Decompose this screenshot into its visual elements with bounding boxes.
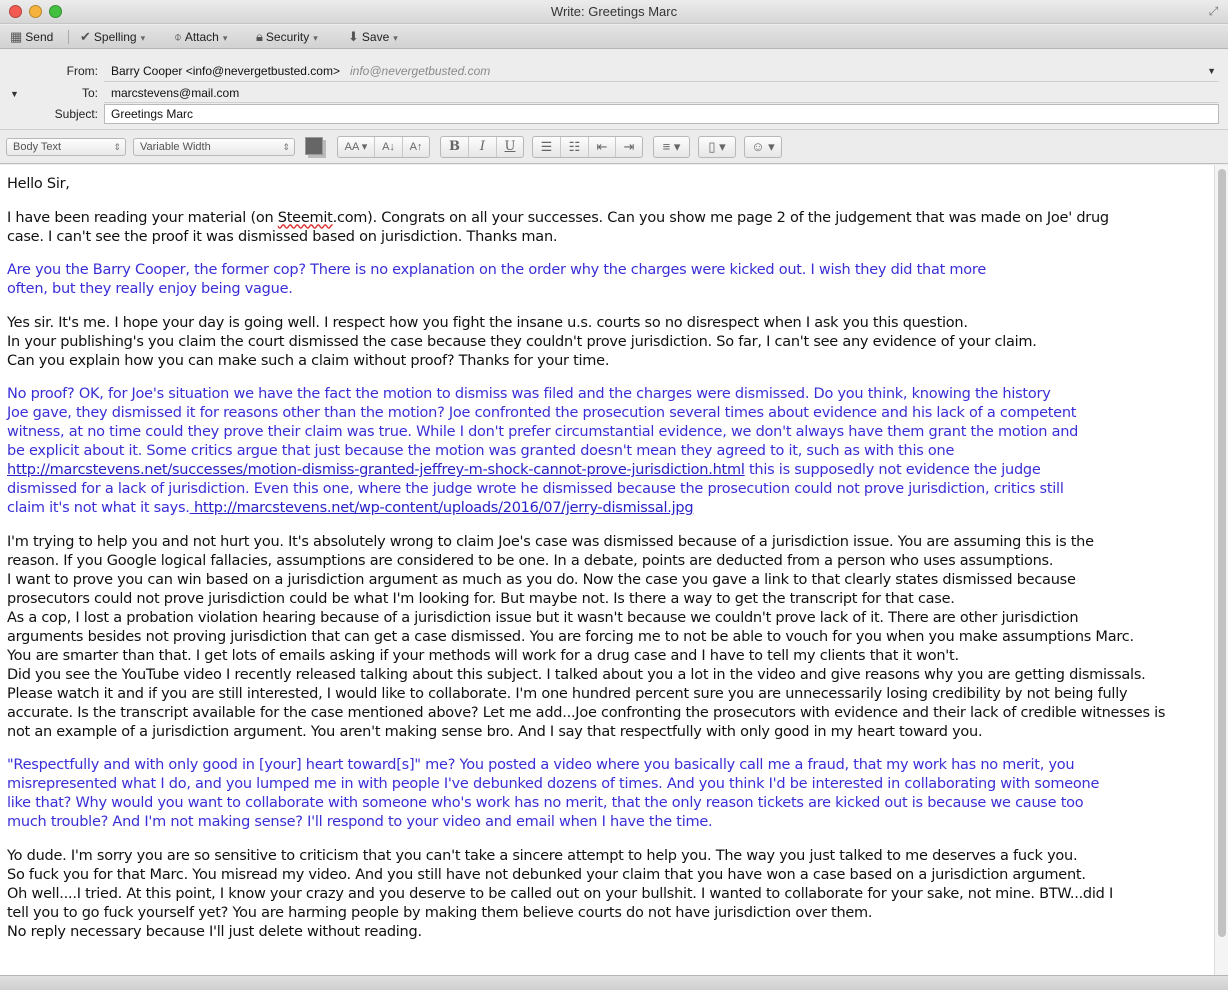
message-text bbox=[7, 165, 1207, 942]
bullet-list-icon[interactable]: ☰ bbox=[533, 137, 561, 157]
zoom-window-button[interactable] bbox=[49, 5, 62, 18]
message-line: No reply necessary because I'll just delete without reading. bbox=[7, 923, 422, 940]
divider bbox=[104, 81, 1219, 82]
message-line: Joe gave, they dismissed it for reasons other than the motion? Joe confronted the prosecution several times about evidence and his lack of a competent bbox=[7, 405, 1077, 421]
from-label: From: bbox=[66, 64, 98, 78]
address-header bbox=[0, 50, 1228, 130]
message-line: like that? Why would you want to collaborate with someone who's work has no merit, that the only reason tickets are kicked out is because we cause too bbox=[7, 795, 1084, 811]
message-line: No proof? OK, for Joe's situation we have the fact the motion to dismiss was filed and the charges were dismissed. Do you think, knowing the history bbox=[7, 386, 1051, 402]
scrollbar-thumb[interactable] bbox=[1218, 169, 1226, 937]
subject-label: Subject: bbox=[54, 107, 98, 121]
download-arrow-icon: ⬇ bbox=[348, 29, 359, 44]
message-line: reason. If you Google logical fallacies, assumptions are considered to be one. In a debate, points are deducted from a person who uses assumptions. bbox=[7, 552, 1054, 569]
message-line: Can you explain how you can make such a claim without proof? Thanks for your time. bbox=[7, 352, 610, 369]
message-line: In your publishing's you claim the court dismissed the case because they couldn't prove jurisdiction. So far, I can't see any evidence of your claim. bbox=[7, 333, 1037, 350]
message-line: http://marcstevens.net/successes/motion-dismiss-granted-jeffrey-m-shock-cannot-prove-jurisdiction.html this is supposedly not evidence the judge bbox=[7, 462, 1041, 478]
window-title: Write: Greetings Marc bbox=[550, 4, 678, 19]
format-toolbar bbox=[0, 131, 1228, 164]
quoted-paragraph bbox=[7, 261, 1207, 299]
message-line: So fuck you for that Marc. You misread my video. And you still have not debunked your claim that you have won a case based on a jurisdiction argument. bbox=[7, 866, 1086, 883]
chevron-down-icon[interactable]: ▼ bbox=[1207, 66, 1216, 76]
subject-input[interactable]: Greetings Marc bbox=[104, 104, 1219, 124]
message-line: As a cop, I lost a probation violation hearing because of a jurisdiction issue but it wasn't because we couldn't prove lack of it. There are other jurisdiction bbox=[7, 609, 1079, 626]
bold-button[interactable]: B bbox=[441, 137, 469, 157]
text-style-group bbox=[440, 136, 524, 158]
paragraph-style-select[interactable]: Body Text ⇕ bbox=[6, 138, 126, 156]
message-paragraph bbox=[7, 847, 1207, 942]
from-select[interactable] bbox=[111, 64, 490, 78]
message-line: much trouble? And I'm not making sense? I'll respond to your video and email when I have the time. bbox=[7, 814, 713, 830]
outdent-icon[interactable]: ⇤ bbox=[589, 137, 616, 157]
jerry-dismissal-link[interactable]: http://marcstevens.net/wp-content/uploads/2016/07/jerry-dismissal.jpg bbox=[189, 500, 694, 516]
send-button[interactable]: ▦ Send bbox=[10, 29, 54, 44]
list-indent-group bbox=[532, 136, 643, 158]
lock-icon: 🔒︎ bbox=[256, 29, 263, 44]
quoted-paragraph bbox=[7, 756, 1207, 832]
quoted-paragraph bbox=[7, 385, 1207, 518]
message-line: not an example of a jurisdiction argument. You aren't making sense bro. And I say that respectfully with only good in my heart toward you. bbox=[7, 723, 983, 740]
text-color-swatch[interactable] bbox=[305, 137, 323, 155]
vertical-scrollbar[interactable] bbox=[1214, 165, 1228, 975]
save-button[interactable]: ⬇ Save ▾ bbox=[348, 29, 398, 44]
page-icon[interactable]: ▯ ▾ bbox=[708, 139, 726, 154]
insert-group bbox=[698, 136, 736, 158]
close-window-button[interactable] bbox=[9, 5, 22, 18]
align-left-icon[interactable]: ≡ ▾ bbox=[662, 139, 681, 154]
updown-arrows-icon: ⇕ bbox=[113, 142, 121, 152]
send-icon: ▦ bbox=[10, 29, 23, 44]
from-identity-hint: info@nevergetbusted.com bbox=[349, 64, 491, 78]
message-line: be explicit about it. Some critics argue that just because the motion was granted doesn't mean they agreed to it, such as with this one bbox=[7, 443, 955, 459]
decrease-font-button[interactable]: A↓ bbox=[375, 137, 403, 157]
updown-arrows-icon: ⇕ bbox=[282, 142, 290, 152]
alignment-group bbox=[653, 136, 690, 158]
font-size-group bbox=[337, 136, 430, 158]
message-line: case. I can't see the proof it was dismissed based on jurisdiction. Thanks man. bbox=[7, 228, 558, 245]
message-line: arguments besides not proving jurisdiction that can get a case dismissed. You are forcing me to not be able to vouch for you when you make assumptions Marc. bbox=[7, 628, 1134, 645]
message-paragraph bbox=[7, 533, 1207, 742]
compose-toolbar bbox=[0, 25, 1228, 49]
smiley-icon[interactable]: ☺ ▾ bbox=[751, 139, 775, 154]
to-field[interactable]: marcstevens@mail.com bbox=[111, 86, 240, 100]
paperclip-icon: ⌽ bbox=[174, 29, 182, 44]
indent-icon[interactable]: ⇥ bbox=[623, 139, 635, 154]
chevron-down-icon[interactable]: ▾ bbox=[222, 33, 228, 43]
font-size-menu-button[interactable]: AA ▾ bbox=[338, 137, 375, 157]
fullscreen-icon[interactable]: ⤢ bbox=[1208, 4, 1219, 18]
message-line: Did you see the YouTube video I recently released talking about this subject. I talked about you a lot in the video and give reasons why you are getting dismissals. bbox=[7, 666, 1146, 683]
message-line: often, but they really enjoy being vague. bbox=[7, 281, 293, 297]
from-value: Barry Cooper <info@nevergetbusted.com> bbox=[111, 64, 340, 78]
attach-button[interactable]: ⌽ Attach ▾ bbox=[174, 29, 228, 44]
message-line: tell you to go fuck yourself yet? You are harming people by making them believe courts do not have jurisdiction over them. bbox=[7, 904, 873, 921]
disclosure-triangle-icon[interactable]: ▼ bbox=[10, 89, 19, 99]
font-select[interactable]: Variable Width ⇕ bbox=[133, 138, 295, 156]
to-label: To: bbox=[81, 86, 98, 100]
message-line: witness, at no time could they prove their claim was true. While I don't prefer circumstantial evidence, we don't always have them grant the motion and bbox=[7, 424, 1079, 440]
message-line: dismissed for a lack of jurisdiction. Even this one, where the judge wrote he dismissed because the prosecution could not prove jurisdiction, critics still bbox=[7, 481, 1064, 497]
message-line: Oh well....I tried. At this point, I know your crazy and you deserve to be called out on your bullshit. I wanted to collaborate for your sake, not mine. BTW...did I bbox=[7, 885, 1114, 902]
message-line: You are smarter than that. I get lots of emails asking if your methods will work for a drug case and I have to tell my clients that it won't. bbox=[7, 647, 959, 664]
greeting-line: Hello Sir, bbox=[7, 176, 70, 192]
message-line: I want to prove you can win based on a jurisdiction argument as much as you do. Now the case you gave a link to that clearly states dismissed because bbox=[7, 571, 1076, 588]
message-paragraph bbox=[7, 314, 1207, 371]
message-paragraph bbox=[7, 209, 1207, 247]
increase-font-button[interactable]: A↑ bbox=[409, 141, 423, 153]
message-line: I'm trying to help you and not hurt you. It's absolutely wrong to claim Joe's case was dismissed because of a jurisdiction issue. You are assuming this is the bbox=[7, 533, 1094, 550]
message-line: prosecutors could not prove jurisdiction could be what I'm looking for. But maybe not. Is there a way to get the transcript for that case. bbox=[7, 590, 955, 607]
title-bar[interactable] bbox=[0, 0, 1228, 24]
message-line: Yes sir. It's me. I hope your day is going well. I respect how you fight the insane u.s. courts so no disrespect when I ask you this question. bbox=[7, 314, 968, 331]
italic-button[interactable]: I bbox=[469, 137, 497, 157]
message-line: "Respectfully and with only good in [your] heart toward[s]" me? You posted a video where you basically call me a fraud, that my work has no merit, you bbox=[7, 757, 1075, 773]
spelling-button[interactable]: ✔ Spelling ▾ bbox=[80, 29, 146, 44]
minimize-window-button[interactable] bbox=[29, 5, 42, 18]
status-bar bbox=[0, 975, 1228, 990]
message-line: Are you the Barry Cooper, the former cop? There is no explanation on the order why the charges were kicked out. I wish they did that more bbox=[7, 262, 986, 278]
security-button[interactable]: 🔒︎ Security ▾ bbox=[256, 29, 318, 44]
underline-button[interactable]: U bbox=[504, 139, 516, 154]
message-body-editor[interactable] bbox=[0, 165, 1214, 975]
message-line: claim it's not what it says. http://marcstevens.net/wp-content/uploads/2016/07/jerry-dismissal.jpg bbox=[7, 500, 694, 516]
message-line: Please watch it and if you are still interested, I would like to collaborate. I'm one hundred percent sure you are unnecessarily losing credibility by not being fully bbox=[7, 685, 1128, 702]
checkmark-icon: ✔ bbox=[80, 29, 91, 44]
chevron-down-icon[interactable]: ▾ bbox=[393, 33, 398, 43]
message-line: misrepresented what I do, and you lumped me in with people I've debunked dozens of times. And you think I'd be interested in collaborating with someone bbox=[7, 776, 1100, 792]
numbered-list-icon[interactable]: ☷ bbox=[561, 137, 589, 157]
divider bbox=[104, 102, 1219, 103]
message-line: accurate. Is the transcript available for the case mentioned above? Let me add...Joe confronting the prosecutors with evidence and their lack of credible witnesses is bbox=[7, 704, 1166, 721]
chevron-down-icon[interactable]: ▾ bbox=[313, 33, 318, 43]
message-line: Yo dude. I'm sorry you are so sensitive to criticism that you can't take a sincere attempt to help you. The way you just talked to me deserves a fuck you. bbox=[7, 847, 1078, 864]
toolbar-divider bbox=[68, 30, 69, 44]
chevron-down-icon[interactable]: ▾ bbox=[140, 33, 146, 43]
message-line: I have been reading your material (on Steemit.com). Congrats on all your successes. Can you show me page 2 of the judgement that was made on Joe' drug bbox=[7, 209, 1109, 226]
emoticon-group bbox=[744, 136, 782, 158]
jeffrey-shock-link[interactable]: http://marcstevens.net/successes/motion-dismiss-granted-jeffrey-m-shock-cannot-prove-jurisdiction.html bbox=[7, 462, 745, 478]
